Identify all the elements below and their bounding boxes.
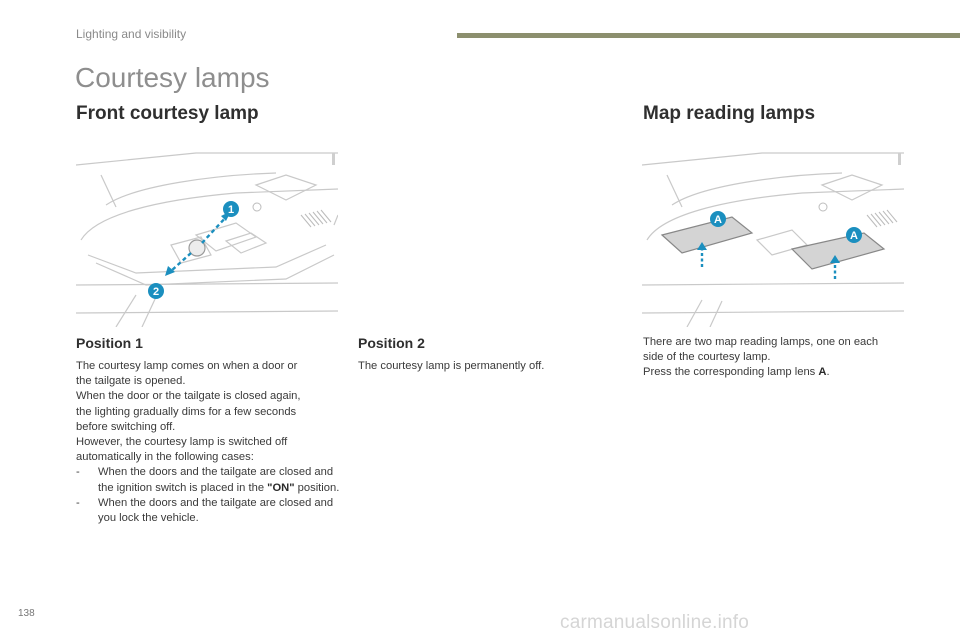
map-lamps-body <box>643 335 923 381</box>
map-lamps-line: side of the courtesy lamp. <box>643 351 771 364</box>
map-lamps-instruction: Press the corresponding lamp lens <box>643 366 819 379</box>
page-number: 138 <box>18 608 35 619</box>
page-title: Courtesy lamps <box>75 62 270 93</box>
position-1-line: the lighting gradually dims for a few seconds <box>76 405 297 418</box>
bullet-1-on: "ON" <box>267 481 295 494</box>
position-1-line: the tailgate is opened. <box>76 375 186 388</box>
header-accent-bar <box>457 33 960 38</box>
section-label: Lighting and visibility <box>76 27 187 41</box>
front-courtesy-lamp-heading: Front courtesy lamp <box>76 103 259 124</box>
callout-a-left: A <box>714 214 722 226</box>
map-reading-lamps-illustration <box>642 145 904 327</box>
bullet-1-tail: position. <box>294 481 340 494</box>
position-1-line: automatically in the following cases: <box>76 451 254 464</box>
bullet-dash: - <box>76 496 80 509</box>
position-1-line: The courtesy lamp comes on when a door or <box>76 360 298 372</box>
bullet-dash: - <box>76 466 80 479</box>
map-reading-lamps-heading: Map reading lamps <box>643 103 816 124</box>
position-1-heading: Position 1 <box>76 335 143 351</box>
position-2-text: The courtesy lamp is permanently off. <box>358 360 545 372</box>
bullet-2 <box>76 496 346 526</box>
position-1-line: However, the courtesy lamp is switched off <box>76 436 288 449</box>
callout-2: 2 <box>152 286 160 298</box>
position-1-line: When the door or the tailgate is closed again, <box>76 390 301 403</box>
watermark: carmanualsonline.info <box>560 612 750 633</box>
position-1-body <box>76 359 346 526</box>
callout-a-right: A <box>850 230 858 242</box>
position-1-line: before switching off. <box>76 420 176 433</box>
bullet-1-text: When the doors and the tailgate are closed and the ignition switch is placed in the <box>98 466 334 494</box>
front-courtesy-lamp-illustration <box>76 145 338 327</box>
bullet-1 <box>76 465 346 495</box>
lamp-lens-label: A <box>818 366 827 379</box>
callout-1: 1 <box>227 204 235 216</box>
position-2-heading: Position 2 <box>358 335 425 351</box>
map-lamps-line: There are two map reading lamps, one on each <box>643 336 879 348</box>
bullet-2-text: When the doors and the tailgate are closed and you lock the vehicle. <box>98 496 334 525</box>
map-lamps-line <box>643 365 923 380</box>
map-lamps-period: . <box>826 366 830 379</box>
